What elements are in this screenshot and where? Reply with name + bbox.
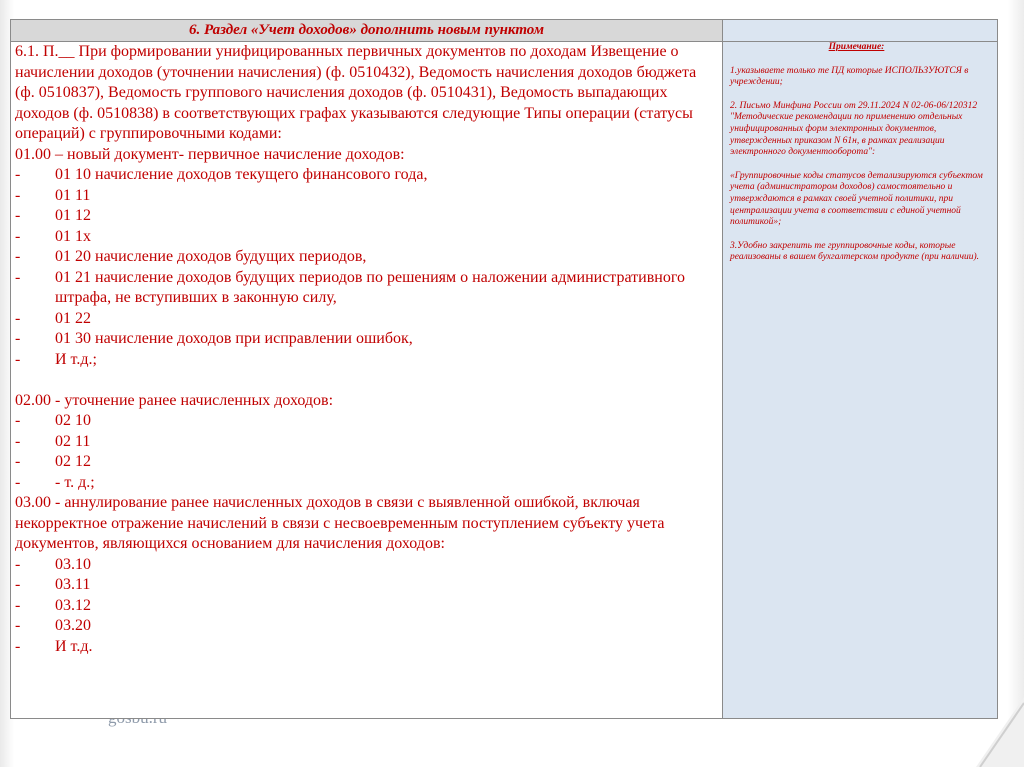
list-item: - И т.д.	[15, 637, 93, 655]
note-title: Примечание:	[828, 42, 885, 52]
table-header-title: 6. Раздел «Учет доходов» дополнить новым пунктом	[11, 20, 723, 42]
main-text-cell	[11, 42, 723, 718]
group2-list	[15, 411, 716, 493]
note-paragraph-2: 2. Письмо Минфина России от 29.11.2024 N 02-06-06/120312 "Методические рекомендации по применению отдельных унифицированных форм электронных документов, утвержденных приказом N 61н, в рамках реализации электронного документооборота":	[730, 100, 978, 158]
list-item: - 01 20 начисление доходов будущих периодов,	[15, 248, 367, 265]
list-item: - 01 12	[15, 207, 91, 224]
spacer	[15, 370, 716, 391]
list-item: - 03.11	[15, 576, 91, 593]
group1-heading: 01.00 – новый документ- первичное начисление доходов:	[15, 145, 405, 163]
list-item: - 02 10	[15, 412, 91, 429]
group1-list	[15, 165, 716, 370]
group3-list	[15, 555, 716, 658]
list-item: - 01 22	[15, 309, 91, 327]
list-item: - 01 11	[15, 186, 91, 204]
content-table	[10, 19, 998, 719]
list-item: - 01 10 начисление доходов текущего финансового года,	[15, 166, 428, 183]
list-item: - И т.д.;	[15, 350, 97, 368]
list-item: - 03.20	[15, 617, 91, 634]
list-item: - 03.10	[15, 555, 91, 573]
intro-paragraph: 6.1. П.__ При формировании унифицированных первичных документов по доходам Извещение о начислении доходов (уточнении начисления) (ф. 0510432), Ведомость начисления доходов бюджета (ф. 0510837), Ведомость группового начисления доходов (ф. 0510431), Ведомость выпадающих доходов (ф. 0510838) в соответствующих графах указываются следующие Типы операции (статусы операций) с группировочными кодами:	[15, 43, 697, 142]
note-paragraph-4: 3.Удобно закрепить те группировочные коды, которые реализованы в вашем бухгалтерском продукте (при наличии).	[730, 240, 980, 263]
list-item: - 01 30 начисление доходов при исправлении ошибок,	[15, 330, 413, 347]
list-item: - 03.12	[15, 596, 91, 614]
corner-ornament	[976, 697, 1024, 767]
group3-heading: 03.00 - аннулирование ранее начисленных доходов в связи с выявленной ошибкой, включая некорректное отражение начислений в связи с несвоевременным поступлением субъекту учета документов, являющихся основанием для начисления доходов:	[15, 494, 665, 552]
note-cell	[723, 42, 997, 718]
list-item: - 01 21 начисление доходов будущих периодов по решениям о наложении административного штрафа, не вступивших в законную силу,	[15, 268, 686, 306]
list-item: - 01 1х	[15, 227, 91, 245]
table-header-empty	[723, 20, 997, 42]
note-paragraph-1: 1.указываете только те ПД которые ИСПОЛЬЗУЮТСЯ в учреждении;	[730, 65, 969, 88]
list-item: - - т. д.;	[15, 473, 95, 491]
list-item: - 02 12	[15, 453, 91, 470]
list-item: - 02 11	[15, 432, 91, 450]
group2-heading: 02.00 - уточнение ранее начисленных доходов:	[15, 391, 334, 409]
note-paragraph-3: «Группировочные коды статусов детализируются субъектом учета (администратором доходов) самостоятельно и утверждаются в рамках своей учетной политики, при централизации учета в соответствии с единой учетной политикой»;	[730, 170, 983, 228]
